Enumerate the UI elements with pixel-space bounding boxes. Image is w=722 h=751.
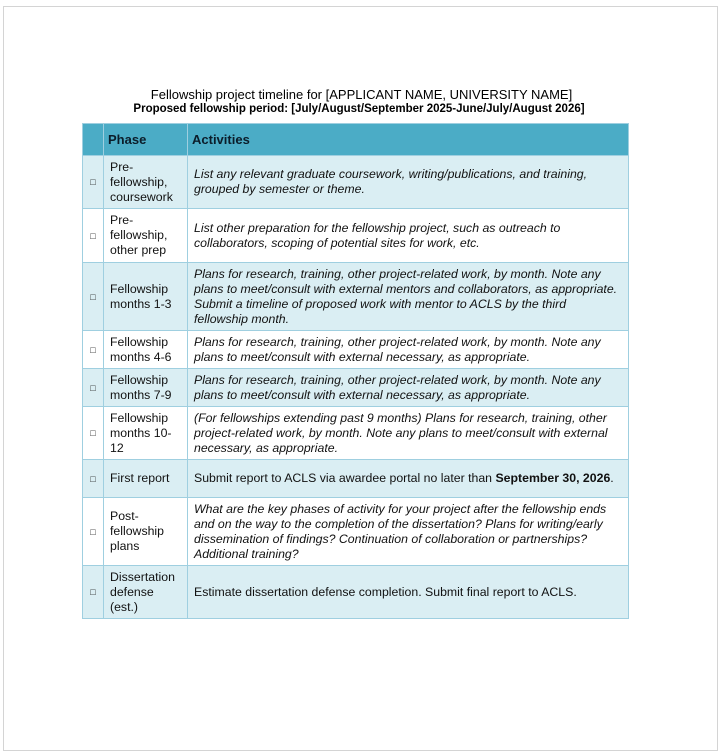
header-phase: Phase xyxy=(104,124,188,156)
table-row xyxy=(83,498,629,566)
document-title: Fellowship project timeline for [APPLICANT NAME, UNIVERSITY NAME] xyxy=(150,87,573,102)
row-checkbox[interactable] xyxy=(83,407,104,460)
row-activity: Plans for research, training, other project-related work, by month. Note any plans to meet/consult with external necessary, as appropriate. xyxy=(188,331,629,369)
table-row xyxy=(83,566,629,619)
deadline-date: September 30, 2026 xyxy=(495,471,611,485)
row-phase: Pre-fellowship, coursework xyxy=(104,156,188,209)
checkbox-icon: □ xyxy=(90,291,96,302)
table-row xyxy=(83,263,629,331)
table-row xyxy=(83,156,629,209)
row-activity: Plans for research, training, other project-related work, by month. Note any plans to meet/consult with external mentors and collaborators, as appropriate. Submit a timeline of proposed work with mentor to ACLS by the third fellowship month. xyxy=(188,263,629,331)
row-checkbox[interactable] xyxy=(83,331,104,369)
row-phase: Fellowship months 10-12 xyxy=(104,407,188,460)
table-row xyxy=(83,460,629,498)
row-phase: Dissertation defense (est.) xyxy=(104,566,188,619)
row-activity: Plans for research, training, other project-related work, by month. Note any plans to meet/consult with external necessary, as appropriate. xyxy=(188,369,629,407)
row-checkbox[interactable] xyxy=(83,369,104,407)
row-activity: What are the key phases of activity for your project after the fellowship ends and on the way to the completion of the dissertation? Plans for writing/early dissemination of findings? Continuation of collaboration or partnerships? Additional training? xyxy=(188,498,629,566)
row-checkbox[interactable] xyxy=(83,156,104,209)
checkbox-icon: □ xyxy=(90,473,96,484)
document-subtitle: Proposed fellowship period: [July/August/September 2025-June/July/August 2026] xyxy=(133,103,585,115)
row-checkbox[interactable] xyxy=(83,498,104,566)
row-phase: First report xyxy=(104,460,188,498)
row-activity: List any relevant graduate coursework, writing/publications, and training, grouped by semester or theme. xyxy=(188,156,629,209)
row-activity: (For fellowships extending past 9 months) Plans for research, training, other project-related work, by month. Note any plans to meet/consult with external necessary, as appropriate. xyxy=(188,407,629,460)
activity-text-end: . xyxy=(610,471,614,485)
row-phase: Fellowship months 4-6 xyxy=(104,331,188,369)
row-phase: Pre-fellowship, other prep xyxy=(104,209,188,263)
row-checkbox[interactable] xyxy=(83,209,104,263)
row-activity: Estimate dissertation defense completion. Submit final report to ACLS. xyxy=(188,566,629,619)
checkbox-icon: □ xyxy=(90,177,96,187)
row-checkbox[interactable] xyxy=(83,566,104,619)
table-row xyxy=(83,369,629,407)
checkbox-icon: □ xyxy=(90,382,96,393)
document-page xyxy=(3,6,718,751)
row-checkbox[interactable] xyxy=(83,263,104,331)
checkbox-icon: □ xyxy=(90,526,96,537)
row-phase: Fellowship months 7-9 xyxy=(104,369,188,407)
checkbox-icon: □ xyxy=(90,428,96,438)
row-activity xyxy=(188,460,629,498)
table-row xyxy=(83,407,629,460)
table-row xyxy=(83,209,629,263)
row-phase: Fellowship months 1-3 xyxy=(104,263,188,331)
row-activity: List other preparation for the fellowship project, such as outreach to collaborators, scoping of potential sites for work, etc. xyxy=(188,209,629,263)
header-activities: Activities xyxy=(188,124,629,156)
row-checkbox[interactable] xyxy=(83,460,104,498)
timeline-table xyxy=(82,123,629,619)
checkbox-icon: □ xyxy=(90,587,96,597)
activity-text: Submit report to ACLS via awardee portal no later than xyxy=(194,471,496,485)
checkbox-icon: □ xyxy=(90,344,96,355)
table-header-row xyxy=(83,124,629,156)
table-row xyxy=(83,331,629,369)
row-phase: Post-fellowship plans xyxy=(104,498,188,566)
header-blank-cell xyxy=(83,124,104,156)
checkbox-icon: □ xyxy=(90,230,96,241)
